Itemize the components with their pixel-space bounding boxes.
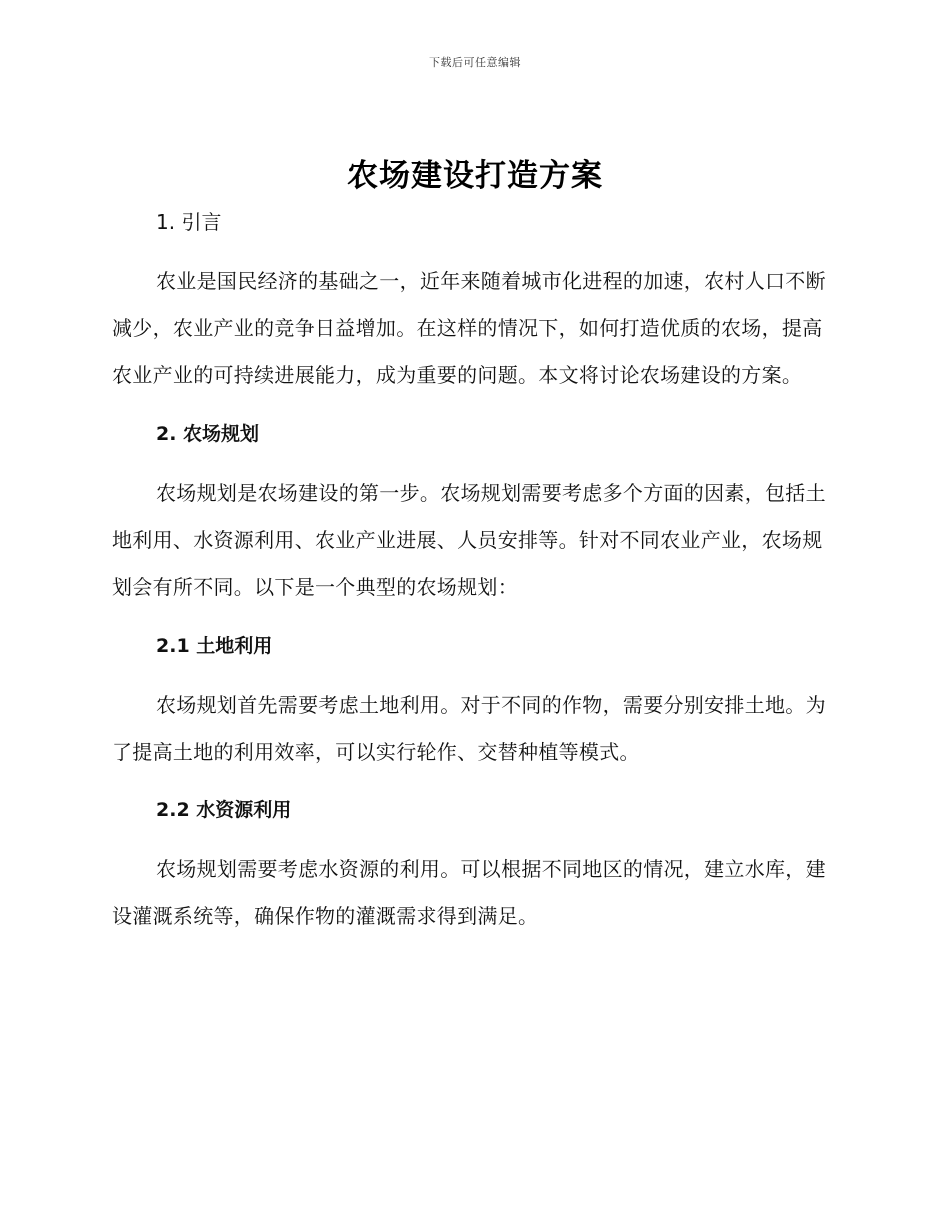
- section-heading-land-use: 2.1 土地利用: [156, 635, 273, 657]
- document-body: [112, 206, 832, 940]
- section-paragraph-water-resources: 农场规划需要考虑水资源的利用。可以根据不同地区的情况，建立水库，建设灌溉系统等，确保作物的灌溉需求得到满足。: [112, 857, 826, 928]
- section-heading-introduction: 1. 引言: [156, 210, 222, 234]
- section-paragraph-introduction: 农业是国民经济的基础之一，近年来随着城市化进程的加速，农村人口不断减少，农业产业的竞争日益增加。在这样的情况下，如何打造优质的农场，提高农业产业的可持续进展能力，成为重要的问题。本文将讨论农场建设的方案。: [112, 269, 826, 387]
- section-paragraph-land-use: 农场规划首先需要考虑土地利用。对于不同的作物，需要分别安排土地。为了提高土地的利用效率，可以实行轮作、交替种植等模式。: [112, 693, 826, 764]
- section-paragraph-farm-planning: 农场规划是农场建设的第一步。农场规划需要考虑多个方面的因素，包括土地利用、水资源利用、农业产业进展、人员安排等。针对不同农业产业，农场规划会有所不同。以下是一个典型的农场规划：: [112, 481, 826, 599]
- section-heading-water-resources: 2.2 水资源利用: [156, 799, 292, 821]
- page-header-note: 下载后可任意编辑: [429, 56, 521, 69]
- document-title: 农场建设打造方案: [347, 158, 603, 194]
- section-heading-farm-planning: 2. 农场规划: [156, 423, 260, 445]
